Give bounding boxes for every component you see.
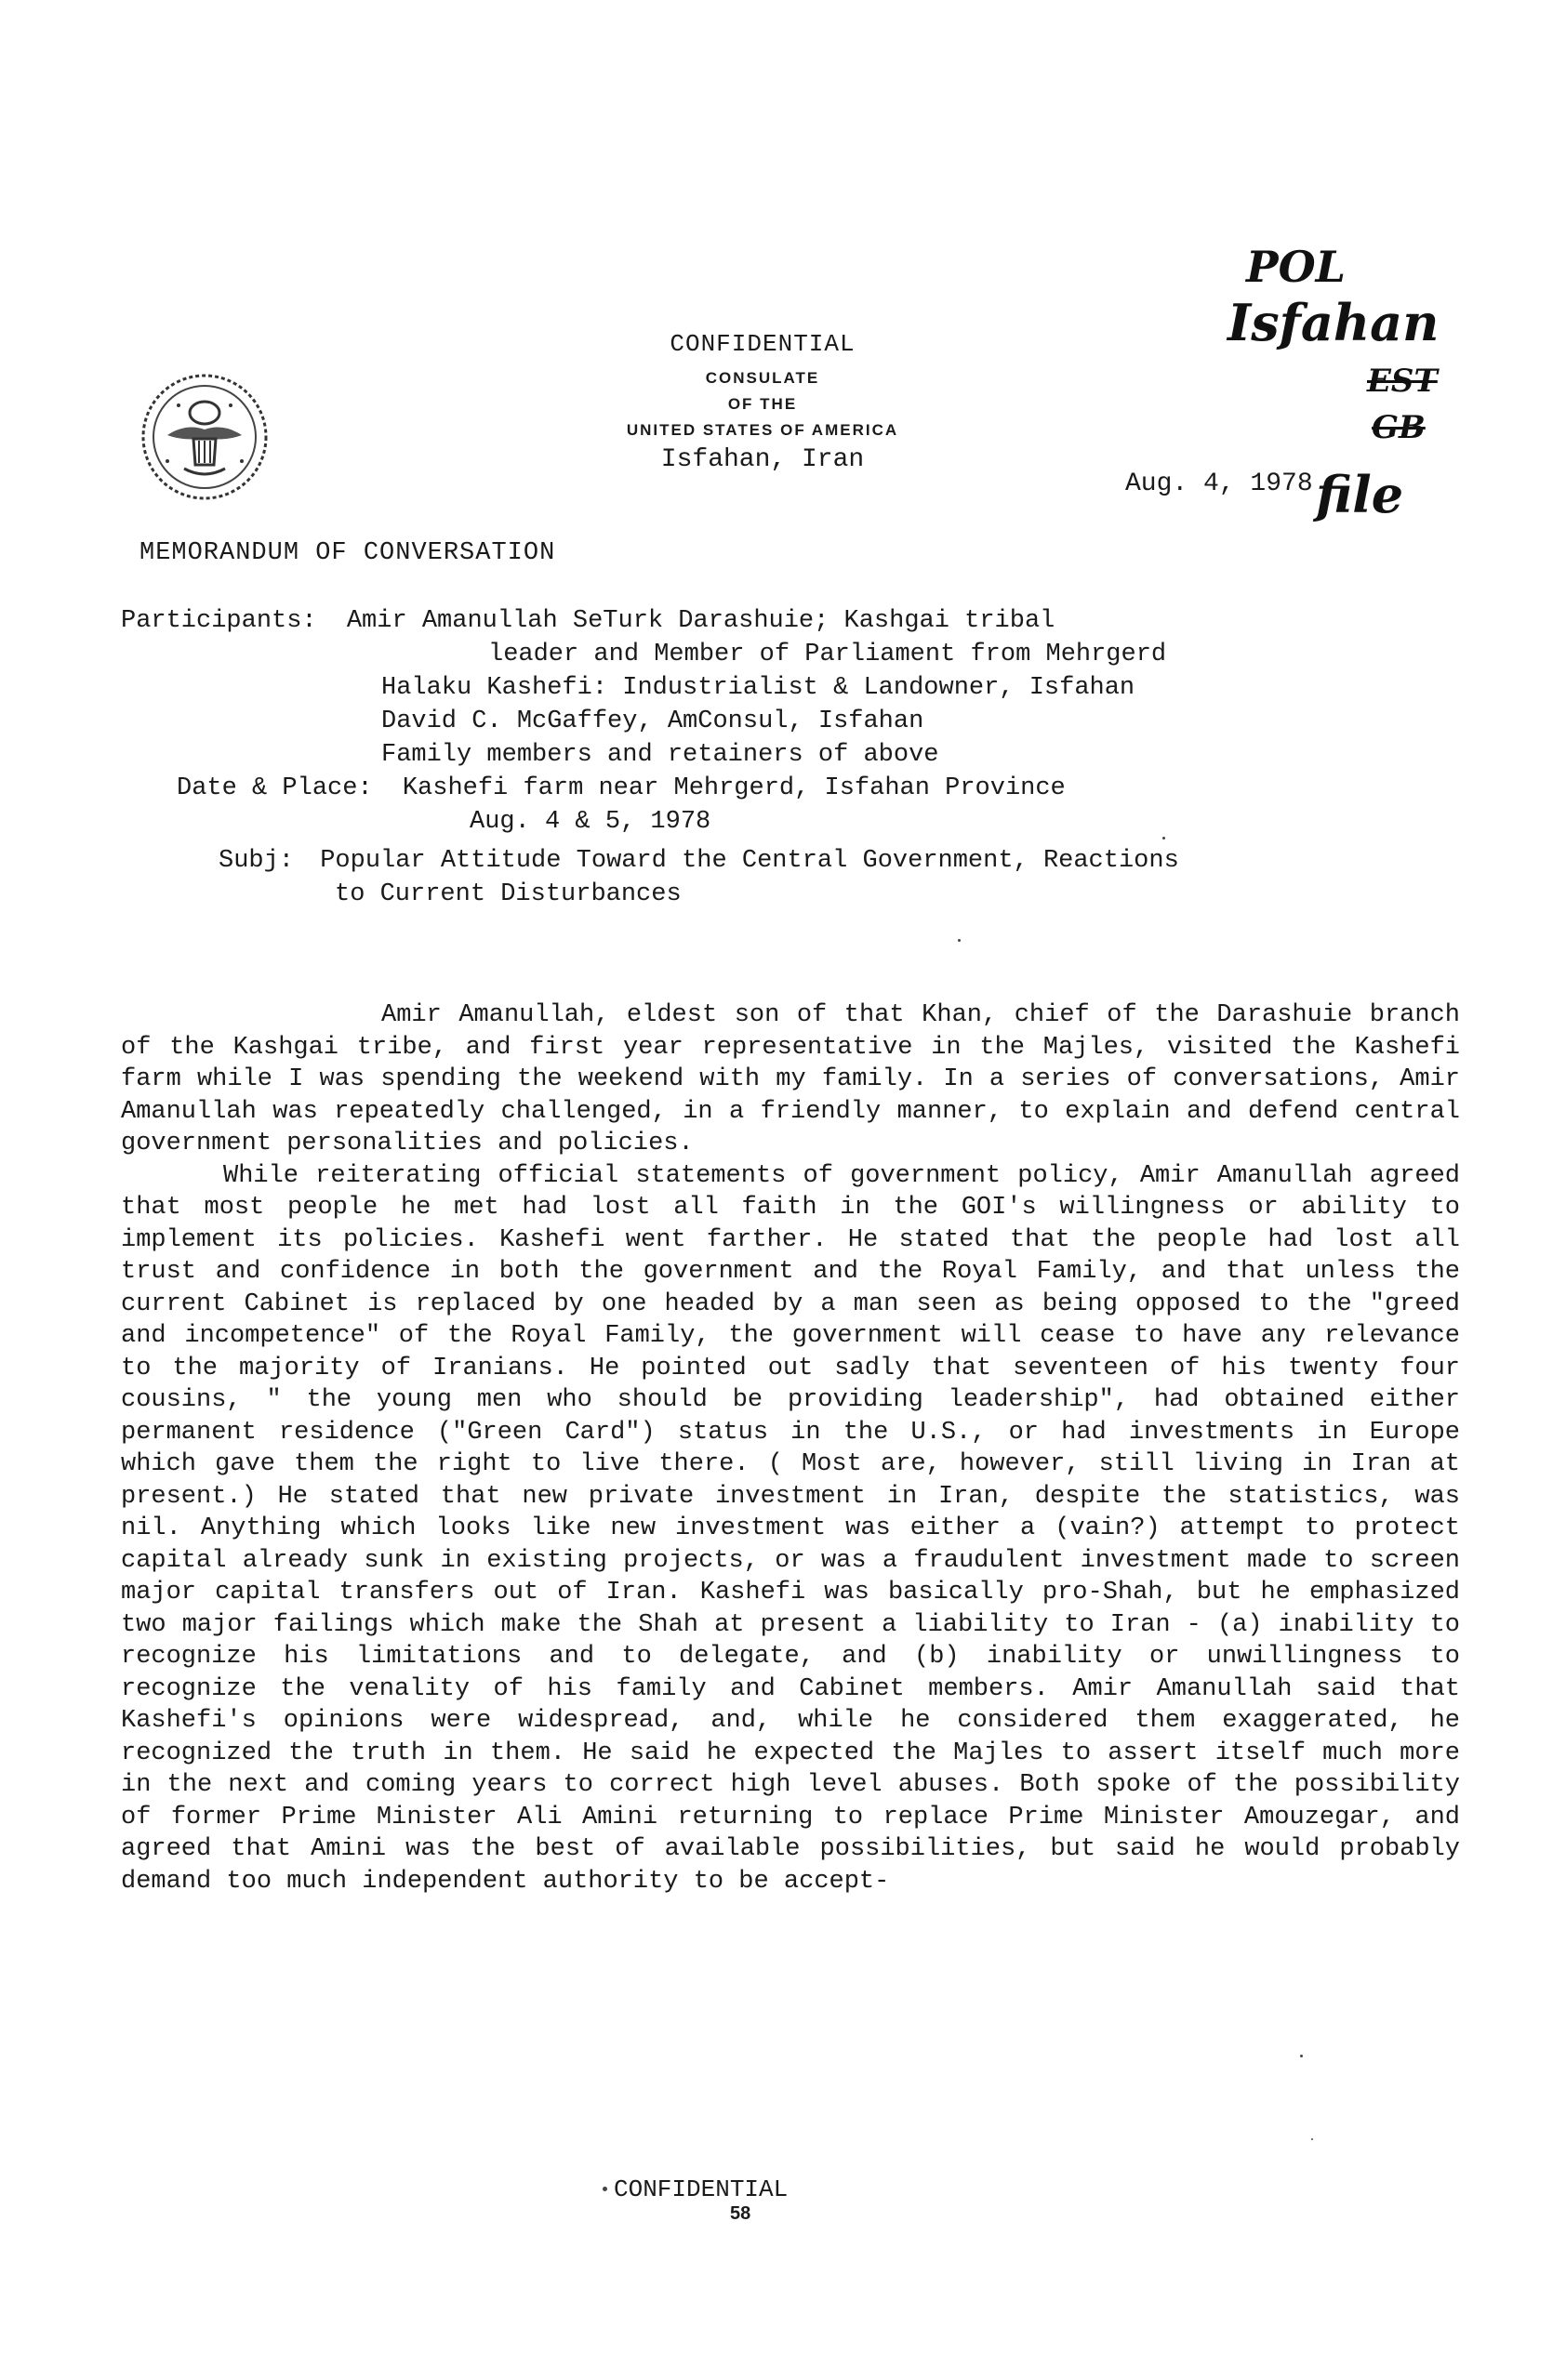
letterhead [521, 330, 1004, 474]
photocopy-speck [1311, 2138, 1313, 2140]
handwritten-gb: GB [1372, 409, 1426, 446]
handwritten-est: EST [1367, 363, 1438, 400]
subject-label: Subj: [219, 847, 295, 875]
classification-bottom: CONFIDENTIAL [614, 2175, 789, 2203]
subject-row [121, 844, 1460, 878]
participants-label: Participants: [121, 607, 317, 635]
subject-cont: to Current Disturbances [335, 880, 682, 908]
handwritten-isfahan: Isfahan [1228, 293, 1440, 352]
date-place-cont: Aug. 4 & 5, 1978 [470, 808, 711, 836]
handwritten-pol: POL [1246, 242, 1347, 292]
photocopy-speck [958, 939, 961, 942]
letterhead-united-states: UNITED STATES OF AMERICA [626, 421, 899, 439]
participant-2: Halaku Kashefi: Industrialist & Landowner, Isfahan [381, 674, 1135, 702]
handwritten-file: file [1316, 465, 1404, 524]
letterhead-consulate: CONSULATE [705, 369, 820, 387]
letterhead-city: Isfahan, Iran [660, 445, 865, 474]
page-number: 58 [730, 2203, 751, 2224]
participant-4: Family members and retainers of above [381, 741, 939, 769]
memo-date: Aug. 4, 1978 [1125, 469, 1313, 498]
participant-3: David C. McGaffey, AmConsul, Isfahan [381, 707, 924, 735]
participants-row [121, 604, 1460, 638]
body-paragraph-2: While reiterating official statements of government policy, Amir Amanullah agreed that most people he met had lost all faith in the GOI's willingness or ability to implement its policies. Kashefi went farther. He stated that the people had lost all trust and confidence in both the government and the Royal Family, and that unless the current Cabinet is replaced by one headed by a man seen as being opposed to the "greed and incompetence" of the Royal Family, the government will cease to have any relevance to the majority of Iranians. He pointed out sadly that seventeen of his twenty four cousins, " the young men who should be providing leadership", had obtained either permanent residence ("Green Card") status in the U.S., or had investments in Europe which gave them the right to live there. ( Most are, however, still living in Iran at present.) He stated that new private investment in Iran, despite the statistics, was nil. Anything which looks like new investment was either a (vain?) attempt to protect capital already sunk in existing projects, or was a fraudulent investment made to screen major capital transfers out of Iran. Kashefi was basically pro-Shah, but he emphasized two major failings which make the Shah at present a liability to Iran - (a) inability to recognize his limitations and to delegate, and (b) inability or unwillingness to recognize the venality of his family and Cabinet members. Amir Amanullah said that Kashefi's opinions were widespread, and, while he considered them exaggerated, he recognized the truth in them. He said he expected the Majles to assert itself much more in the next and coming years to correct high level abuses. Both spoke of the possibility of former Prime Minister Ali Amini returning to replace Prime Minister Amouzegar, and agreed that Amini was the best of available possibilities, but said he would probably demand too much independent authority to be accept- [121, 1161, 1460, 1896]
photocopy-speck [1162, 837, 1165, 840]
memo-title: MEMORANDUM OF CONVERSATION [139, 539, 556, 567]
date-place: Kashefi farm near Mehrgerd, Isfahan Province [402, 774, 1066, 802]
letterhead-of-the: OF THE [727, 395, 798, 413]
memo-body [121, 999, 1460, 1897]
participant-1: Amir Amanullah SeTurk Darashuie; Kashgai tribal [346, 607, 1055, 635]
memo-header [121, 604, 1460, 911]
participant-1-cont: leader and Member of Parliament from Mehrgerd [488, 641, 1167, 668]
subject: Popular Attitude Toward the Central Government, Reactions [320, 847, 1179, 875]
body-paragraph-1: Amir Amanullah, eldest son of that Khan, chief of the Darashuie branch of the Kashgai tribe, and first year representative in the Majles, visited the Kashefi farm while I was spending the weekend with my family. In a series of conversations, Amir Amanullah was repeatedly challenged, in a friendly manner, to explain and defend central government personalities and policies. [121, 1001, 1460, 1157]
photocopy-speck [603, 2187, 607, 2191]
handwritten-annotation [1228, 242, 1488, 576]
great-seal-icon [139, 372, 270, 502]
photocopy-speck [1300, 2055, 1303, 2057]
classification-top: CONFIDENTIAL [670, 330, 856, 358]
date-place-row [121, 772, 1460, 805]
date-place-label: Date & Place: [177, 774, 373, 802]
